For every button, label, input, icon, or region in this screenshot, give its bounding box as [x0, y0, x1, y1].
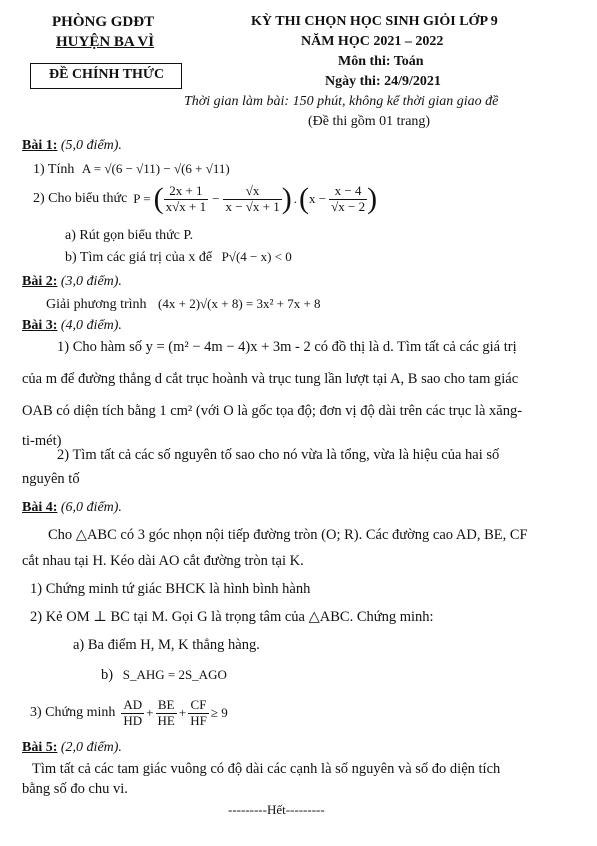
- exam-pages: (Đề thi gồm 01 trang): [308, 114, 431, 129]
- exam-title: KỲ THI CHỌN HỌC SINH GIỎI LỚP 9: [251, 14, 498, 29]
- bai4-heading: [22, 500, 122, 516]
- bai4-frac1: [121, 698, 144, 728]
- bai1-q2-prefix: 2) Cho biểu thức: [33, 191, 128, 206]
- bai1-paren-close-2: ): [367, 182, 378, 215]
- bai4-q2b-prefix: b): [101, 667, 114, 683]
- bai1-frac2-num: √x: [223, 184, 281, 199]
- bai1-q1-expr: A = √(6 − √11) − √(6 + √11): [81, 161, 230, 176]
- exam-year: NĂM HỌC 2021 – 2022: [301, 34, 444, 49]
- bai1-frac3-den: √x − 2: [331, 198, 366, 214]
- bai2-equation: [46, 296, 321, 313]
- bai4-frac1-num: AD: [123, 697, 143, 713]
- bai1-dot: .: [293, 191, 298, 206]
- bai1-q2: [33, 182, 377, 216]
- bai1-frac1-den: x√x + 1: [165, 198, 207, 214]
- bai1-frac3: [329, 184, 367, 214]
- bai4-intro-line1: Cho △ABC có 3 góc nhọn nội tiếp đường tròn (O; R). Các đường cao AD, BE, CF: [48, 527, 528, 543]
- bai1-q1-prefix: 1) Tính: [33, 162, 75, 177]
- bai4-q2b: [101, 662, 227, 688]
- bai1-paren-open-2: (: [299, 182, 310, 215]
- bai4-points: (6,0 điểm).: [60, 500, 122, 515]
- bai3-p1-line2: của m để đường thẳng d cắt trục hoành và trục tung lần lượt tại A, B sao cho tam giác: [22, 371, 519, 387]
- bai4-plus-1: +: [146, 705, 154, 720]
- bai1-title: Bài 1:: [22, 138, 58, 153]
- bai1-q2-p: P =: [133, 191, 151, 206]
- bai1-points: (5,0 điểm).: [60, 138, 122, 153]
- bai1-paren-open-1: (: [153, 182, 164, 215]
- bai4-q3: [30, 694, 228, 732]
- bai1-qb-expr: P√(4 − x) < 0: [221, 249, 292, 264]
- official-label: ĐỀ CHÍNH THỨC: [49, 67, 165, 82]
- bai1-heading: [22, 138, 122, 154]
- bai5-points: (2,0 điểm).: [60, 740, 122, 755]
- bai2-heading: [22, 274, 122, 290]
- bai4-frac3: [188, 698, 209, 728]
- bai4-frac1-den: HD: [123, 712, 143, 728]
- bai1-frac1: [164, 184, 208, 214]
- bai5-heading: [22, 740, 122, 756]
- bai5-line1: Tìm tất cả các tam giác vuông có độ dài các cạnh là số nguyên và số đo diện tích: [32, 761, 501, 777]
- bai1-minus: −: [212, 191, 220, 206]
- bai3-points: (4,0 điểm).: [60, 318, 122, 333]
- bai4-frac2-den: HE: [157, 712, 175, 728]
- bai4-frac3-den: HF: [190, 712, 207, 728]
- bai4-q3-prefix: 3) Chứng minh: [30, 705, 116, 720]
- bai4-q2: 2) Kẻ OM ⊥ BC tại M. Gọi G là trọng tâm của △ABC. Chứng minh:: [30, 609, 434, 625]
- bai3-p1-line4: ti-mét): [22, 433, 62, 449]
- bai1-frac2: [223, 184, 281, 214]
- bai1-qa: a) Rút gọn biểu thức P.: [65, 228, 194, 243]
- bai4-plus-2: +: [178, 705, 187, 720]
- department-line-2: HUYỆN BA VÌ: [56, 34, 155, 50]
- bai1-x-minus: x −: [309, 191, 327, 206]
- bai5-title: Bài 5:: [22, 740, 58, 755]
- bai2-title: Bài 2:: [22, 274, 58, 289]
- bai1-frac2-den: x − √x + 1: [225, 198, 280, 214]
- bai2-points: (3,0 điểm).: [60, 274, 122, 289]
- bai4-title: Bài 4:: [22, 500, 58, 515]
- exam-date: Ngày thi: 24/9/2021: [325, 74, 441, 89]
- bai3-p1-line1: 1) Cho hàm số y = (m² − 4m − 4)x + 3m - 2 có đồ thị là d. Tìm tất cả các giá trị: [57, 339, 517, 355]
- bai3-heading: [22, 318, 122, 334]
- bai3-title: Bài 3:: [22, 318, 58, 333]
- bai1-paren-close-1: ): [281, 182, 292, 215]
- bai1-frac1-num: 2x + 1: [164, 184, 208, 199]
- exam-subject: Môn thi: Toán: [338, 54, 424, 69]
- end-marker: ---------Hết---------: [228, 802, 325, 817]
- bai2-text: Giải phương trình: [46, 297, 147, 312]
- bai5-line2: bằng số đo chu vi.: [22, 781, 128, 797]
- bai1-frac3-num: x − 4: [329, 184, 367, 199]
- bai3-p2-line1: 2) Tìm tất cả các số nguyên tố sao cho nó vừa là tổng, vừa là hiệu của hai số: [57, 447, 500, 463]
- bai4-frac2-num: BE: [156, 698, 177, 713]
- bai3-p2-line2: nguyên tố: [22, 471, 80, 487]
- department-line-1: PHÒNG GDĐT: [52, 14, 155, 30]
- bai1-qb-prefix: b) Tìm các giá trị của x để: [65, 250, 213, 265]
- bai3-p1-line3: OAB có diện tích bằng 1 cm² (với O là gốc tọa độ; đơn vị độ dài trên các trục là xăng-: [22, 403, 523, 419]
- bai4-q2b-expr: S_AHG = 2S_AGO: [122, 667, 227, 682]
- bai4-intro-line2: cắt nhau tại H. Kéo dài AO cắt đường tròn tại K.: [22, 553, 304, 569]
- bai1-q1: [33, 161, 230, 178]
- bai1-qb: [65, 249, 292, 266]
- bai2-expr: (4x + 2)√(x + 8) = 3x² + 7x + 8: [158, 296, 321, 311]
- bai4-q2a: a) Ba điểm H, M, K thẳng hàng.: [73, 637, 260, 653]
- bai4-q1: 1) Chứng minh tứ giác BHCK là hình bình hành: [30, 581, 311, 597]
- bai4-frac3-num: CF: [188, 698, 209, 713]
- exam-duration: Thời gian làm bài: 150 phút, không kể thời gian giao đề: [184, 94, 499, 109]
- bai4-q3-tail: ≥ 9: [210, 705, 228, 720]
- bai4-frac2: [156, 698, 177, 728]
